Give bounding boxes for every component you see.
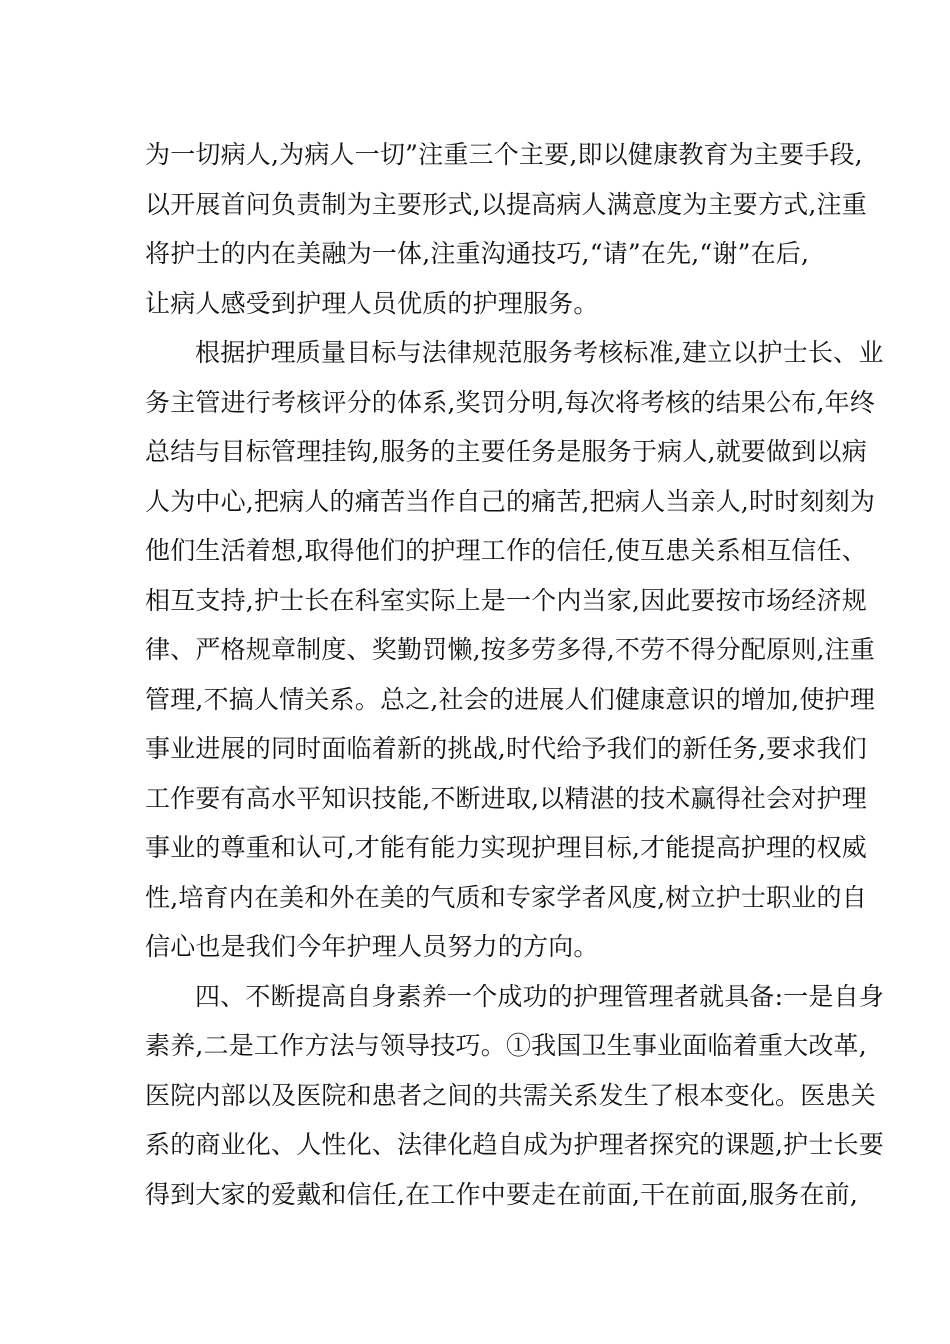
text-line: 信心也是我们今年护理人员努力的方向。 [145,932,599,961]
text-line: 根据护理质量目标与法律规范服务考核标准,建立以护士长、业 [195,338,884,367]
text-line: 他们生活着想,取得他们的护理工作的信任,使互患关系相互信任、 [145,536,867,565]
paragraph-1 [145,130,867,328]
text-line: 务主管进行考核评分的体系,奖罚分明,每次将考核的结果公布,年终 [145,387,876,417]
text-line: 素养,二是工作方法与领导技巧。①我国卫生事业面临着重大改革, [145,1031,867,1060]
text-line: 性,培育内在美和外在美的气质和专家学者风度,树立护士职业的自 [145,882,867,912]
text-line: 事业的尊重和认可,才能有能力实现护理目标,才能提高护理的权威 [145,833,867,862]
text-line: 管理,不搞人情关系。总之,社会的进展人们健康意识的增加,使护理 [145,684,876,714]
text-line: 律、严格规章制度、奖勤罚懒,按多劳多得,不劳不得分配原则,注重 [145,635,876,664]
text-line: 人为中心,把病人的痛苦当作自己的痛苦,把病人当亲人,时时刻刻为 [145,486,876,516]
paragraph-2 [145,328,884,972]
text-line: 得到大家的爱戴和信任,在工作中要走在前面,干在前面,服务在前, [145,1179,858,1209]
paragraph-3 [145,972,885,1220]
text-line: 为一切病人,为病人一切”注重三个主要,即以健康教育为主要手段, [145,140,863,169]
text-line: 将护士的内在美融为一体,注重沟通技巧,“请”在先,“谢”在后, [145,239,810,268]
text-line: 系的商业化、人性化、法律化趋自成为护理者探究的课题,护士长要 [145,1130,884,1159]
text-line: 医院内部以及医院和患者之间的共需关系发生了根本变化。医患关 [145,1080,876,1110]
text-line: 总结与目标管理挂钩,服务的主要任务是服务于病人,就要做到以病 [145,437,867,466]
text-line: 工作要有高水平知识技能,不断进取,以精湛的技术赢得社会对护理 [145,783,867,813]
text-line: 事业进展的同时面临着新的挑战,时代给予我们的新任务,要求我们 [145,734,867,763]
text-line: 相互支持,护士长在科室实际上是一个内当家,因此要按市场经济规 [145,585,867,615]
text-line: 四、不断提高自身素养一个成功的护理管理者就具备:一是自身 [195,981,885,1011]
text-line: 以开展首问负责制为主要形式,以提高病人满意度为主要方式,注重 [145,189,867,219]
text-line: 让病人感受到护理人员优质的护理服务。 [145,288,599,318]
body-text [145,130,885,1219]
